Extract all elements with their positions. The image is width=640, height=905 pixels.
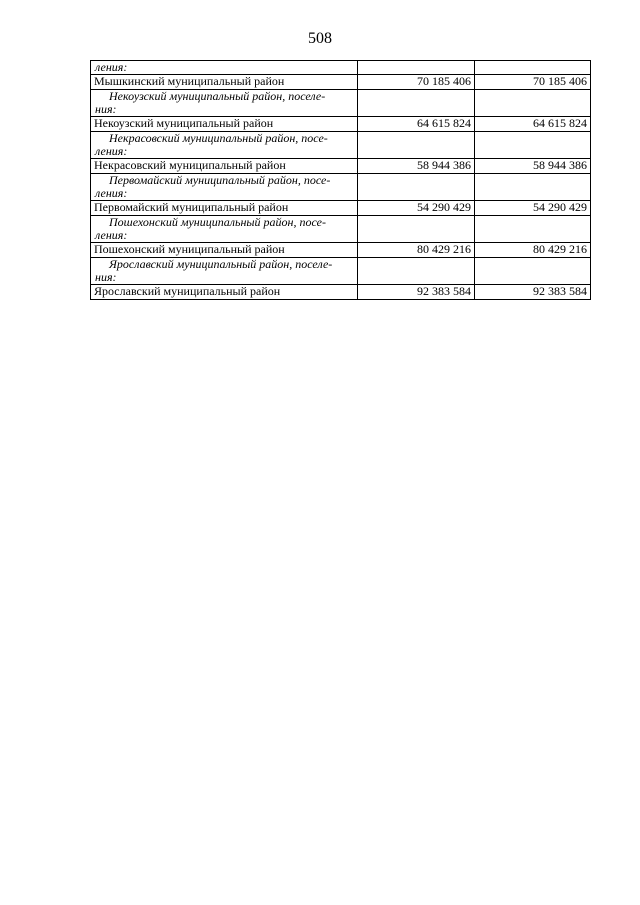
page-number: 508 (308, 30, 332, 47)
table-row (91, 285, 591, 300)
value-cell-2: 58 944 386 (475, 159, 591, 174)
value-cell-2: 80 429 216 (475, 243, 591, 258)
subheading-line-2: ления: (95, 144, 128, 158)
value-cell-2: 54 290 429 (475, 201, 591, 216)
empty-value-cell (475, 258, 591, 285)
subheading-line-2: ния: (95, 270, 117, 284)
table-row (91, 159, 591, 174)
district-name-cell: Некрасовский муниципальный район (91, 159, 358, 174)
value-cell-2: 92 383 584 (475, 285, 591, 300)
value-cell-1: 80 429 216 (358, 243, 475, 258)
subheading-cell (91, 258, 358, 285)
table-row (91, 117, 591, 132)
table-row-subheading (91, 258, 591, 285)
table-row-subheading (91, 174, 591, 201)
subheading-cell (91, 132, 358, 159)
empty-value-cell (475, 174, 591, 201)
budget-table-body (91, 61, 591, 300)
empty-value-cell (358, 258, 475, 285)
table-row (91, 243, 591, 258)
value-cell-2: 70 185 406 (475, 75, 591, 90)
value-cell-1: 70 185 406 (358, 75, 475, 90)
value-cell-1: 54 290 429 (358, 201, 475, 216)
empty-value-cell (475, 132, 591, 159)
subheading-line-2: ния: (95, 102, 117, 116)
subheading-line-1: Пошехонский муниципальный район, посе- (109, 215, 326, 229)
district-name-cell: Пошехонский муниципальный район (91, 243, 358, 258)
district-name-cell: Первомайский муниципальный район (91, 201, 358, 216)
subheading-cell (91, 90, 358, 117)
empty-value-cell (475, 216, 591, 243)
table-row (91, 201, 591, 216)
subheading-line-1: Некрасовский муниципальный район, посе- (109, 131, 328, 145)
subheading-line-1: Первомайский муниципальный район, посе- (109, 173, 331, 187)
subheading-cell (91, 216, 358, 243)
empty-value-cell (358, 132, 475, 159)
empty-value-cell (475, 61, 591, 75)
district-name-cell: Мышкинский муниципальный район (91, 75, 358, 90)
district-name-cell: Ярославский муниципальный район (91, 285, 358, 300)
subheading-line-2: ления: (95, 186, 128, 200)
table-row (91, 75, 591, 90)
subheading-line-2: ления: (95, 228, 128, 242)
empty-value-cell (358, 61, 475, 75)
subheading-cell (91, 174, 358, 201)
district-name-cell: Некоузский муниципальный район (91, 117, 358, 132)
table-row-subheading (91, 61, 591, 75)
table-row-subheading (91, 90, 591, 117)
empty-value-cell (358, 90, 475, 117)
value-cell-1: 58 944 386 (358, 159, 475, 174)
subheading-line-2: ления: (95, 60, 128, 74)
table-row-subheading (91, 216, 591, 243)
subheading-line-1: Некоузский муниципальный район, поселе- (109, 89, 326, 103)
value-cell-1: 64 615 824 (358, 117, 475, 132)
empty-value-cell (358, 216, 475, 243)
empty-value-cell (475, 90, 591, 117)
empty-value-cell (358, 174, 475, 201)
value-cell-1: 92 383 584 (358, 285, 475, 300)
subheading-cell (91, 61, 358, 75)
table-row-subheading (91, 132, 591, 159)
budget-table (90, 60, 591, 300)
value-cell-2: 64 615 824 (475, 117, 591, 132)
subheading-line-1: Ярославский муниципальный район, поселе- (109, 257, 333, 271)
